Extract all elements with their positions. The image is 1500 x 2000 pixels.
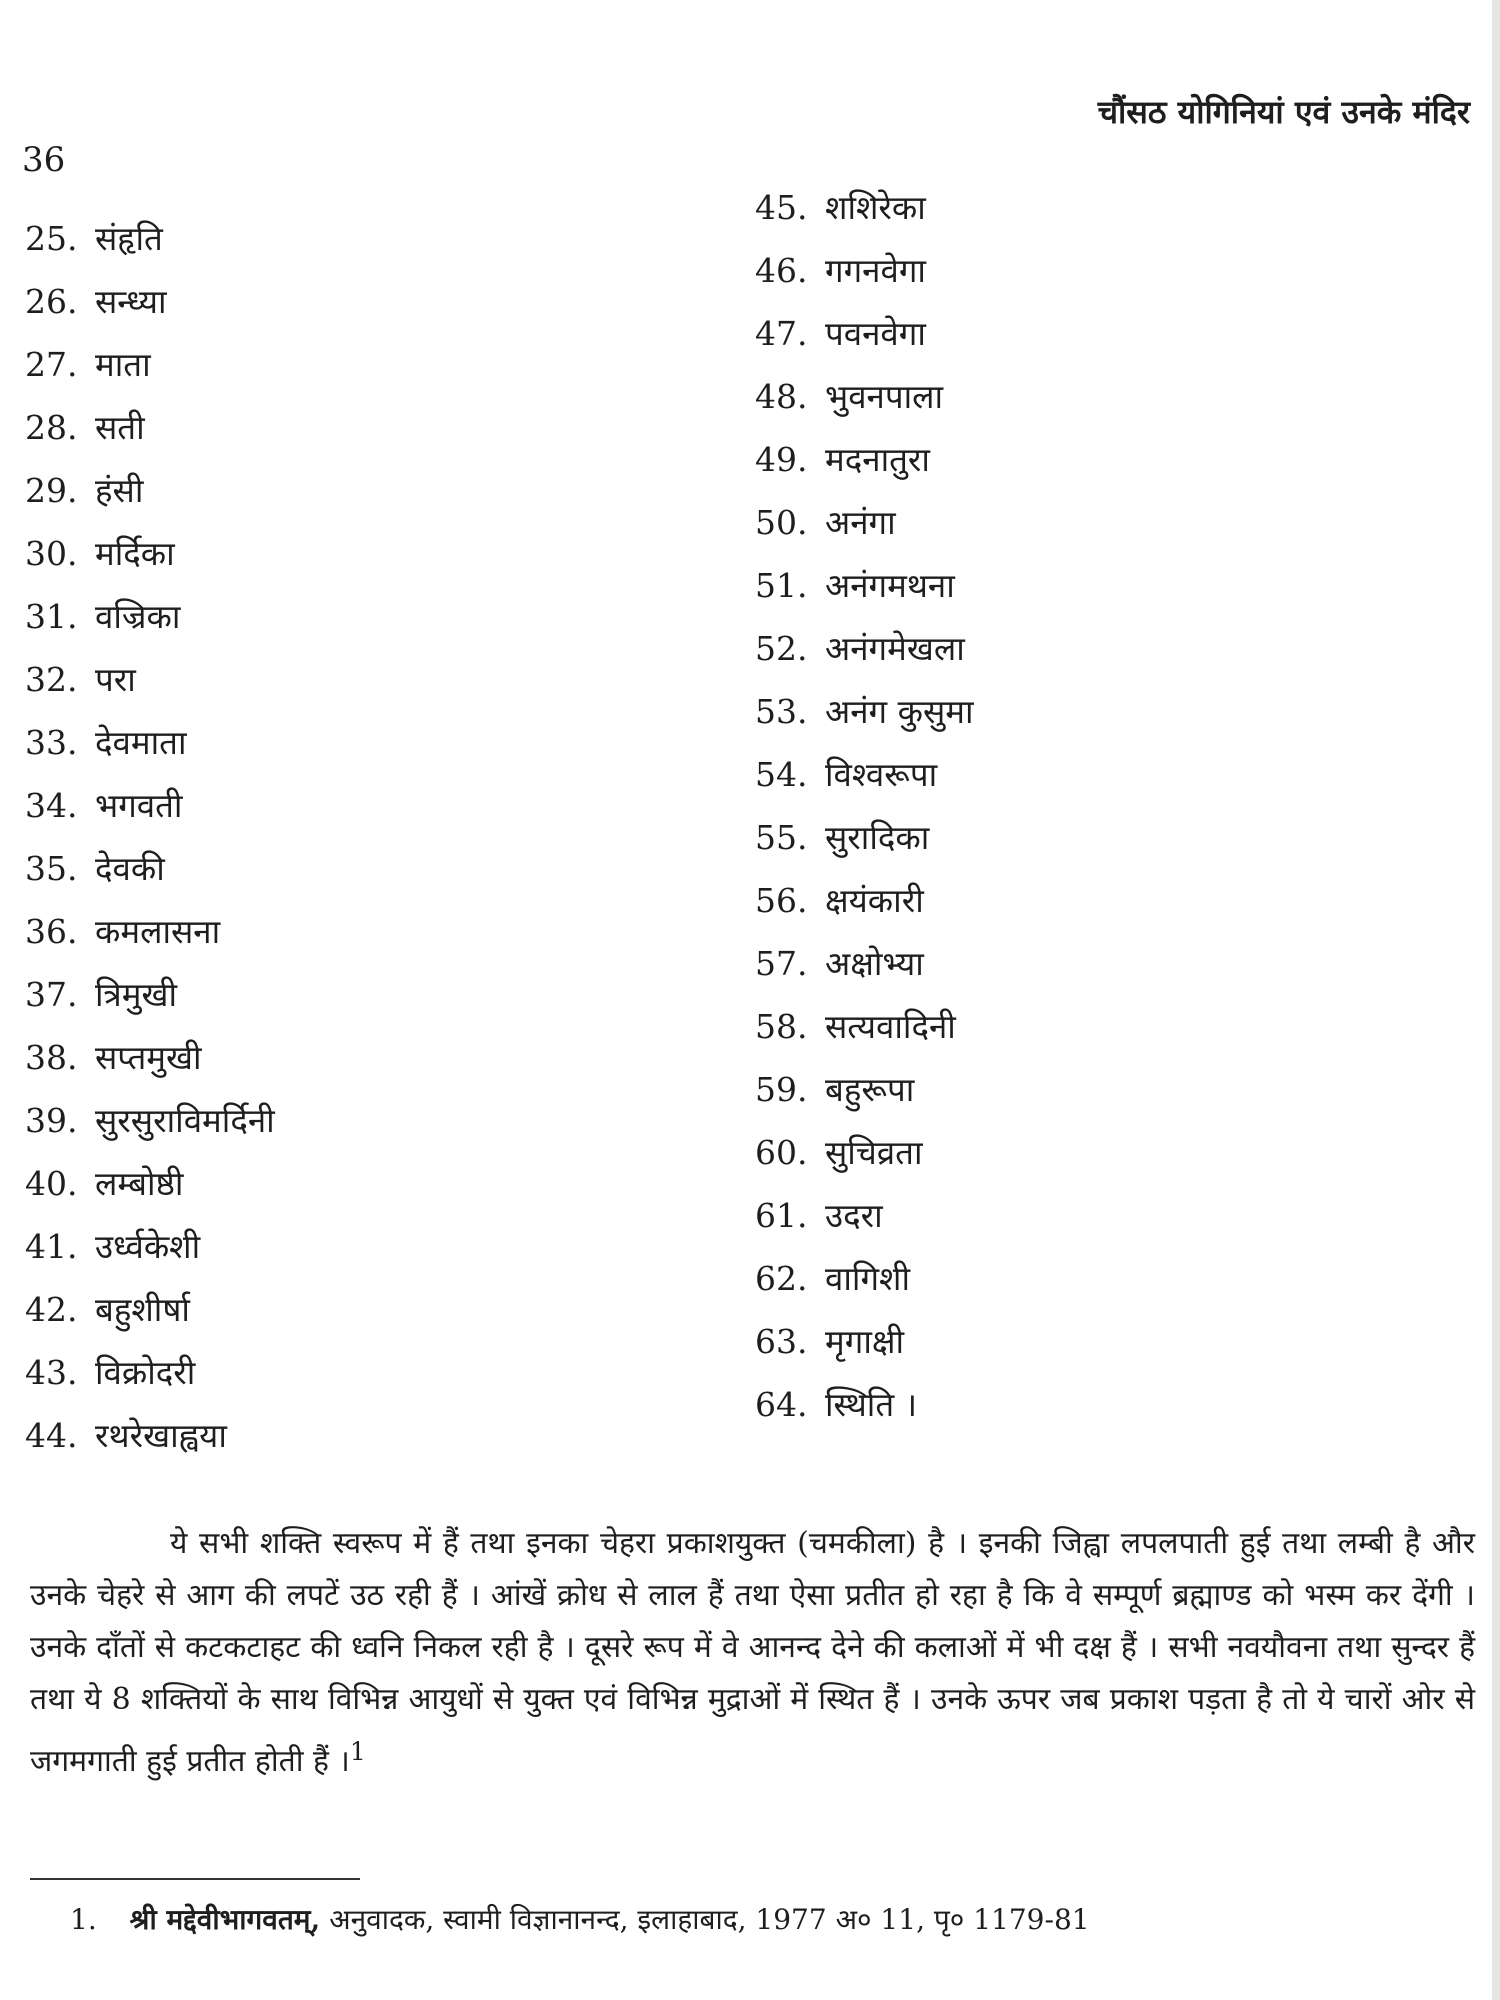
list-item-name: देवकी: [95, 849, 165, 888]
list-item-name: कमलासना: [95, 912, 221, 951]
list-item: [25, 1215, 275, 1278]
list-item-number: 29.: [25, 471, 78, 510]
list-item-number: 37.: [25, 975, 78, 1014]
list-item-name: परा: [95, 660, 136, 699]
list-item-number: 44.: [25, 1416, 78, 1455]
list-item-number: 41.: [25, 1227, 78, 1266]
list-item-number: 33.: [25, 723, 78, 762]
list-item-number: 27.: [25, 345, 78, 384]
list-item-name: भगवती: [95, 786, 183, 825]
list-item-number: 38.: [25, 1038, 78, 1077]
footnote-text: अनुवादक, स्वामी विज्ञानानन्द, इलाहाबाद, 1977 अ० 11, पृ० 1179-81: [329, 1903, 1090, 1936]
list-item-number: 59.: [755, 1070, 808, 1109]
list-item-number: 36.: [25, 912, 78, 951]
list-item-name: अक्षोभ्या: [825, 944, 924, 983]
list-item-number: 25.: [25, 219, 78, 258]
list-item: [755, 1058, 974, 1121]
list-item-number: 60.: [755, 1133, 808, 1172]
list-item: [755, 554, 974, 617]
list-item-name: उर्ध्वकेशी: [95, 1227, 201, 1266]
list-item-name: मदनातुरा: [825, 440, 930, 479]
list-item: [25, 900, 275, 963]
list-item-number: 54.: [755, 755, 808, 794]
list-item-name: भुवनपाला: [825, 377, 944, 416]
list-item-number: 31.: [25, 597, 78, 636]
list-item-number: 30.: [25, 534, 78, 573]
list-item-number: 64.: [755, 1385, 808, 1424]
list-item-name: अनंगमेखला: [825, 629, 965, 668]
footnote: [70, 1900, 1090, 1938]
list-item-number: 45.: [755, 188, 808, 227]
list-item-name: विक्रोदरी: [95, 1353, 196, 1392]
list-item-number: 43.: [25, 1353, 78, 1392]
list-item: [25, 963, 275, 1026]
list-item: [755, 302, 974, 365]
list-item-name: सती: [95, 408, 145, 447]
list-item: [25, 333, 275, 396]
footnote-title: श्री मद्देवीभागवतम्,: [129, 1903, 321, 1936]
list-item: [755, 806, 974, 869]
list-item-number: 62.: [755, 1259, 808, 1298]
list-item: [755, 743, 974, 806]
list-item: [755, 680, 974, 743]
list-item: [25, 1278, 275, 1341]
running-head: चौंसठ योगिनियां एवं उनके मंदिर: [1097, 93, 1470, 131]
list-item: [25, 1341, 275, 1404]
list-item-name: मर्दिका: [95, 534, 175, 573]
list-item-number: 40.: [25, 1164, 78, 1203]
list-item-number: 47.: [755, 314, 808, 353]
list-item-number: 53.: [755, 692, 808, 731]
list-item-name: देवमाता: [95, 723, 187, 762]
list-item-number: 49.: [755, 440, 808, 479]
list-item-number: 61.: [755, 1196, 808, 1235]
list-item-name: लम्बोष्ठी: [95, 1164, 184, 1203]
list-item-number: 57.: [755, 944, 808, 983]
yogini-list-right: [755, 176, 974, 1436]
list-item: [755, 1247, 974, 1310]
footnote-rule: [30, 1878, 360, 1880]
list-item-name: सुचिव्रता: [825, 1133, 923, 1172]
list-item-name: मृगाक्षी: [825, 1322, 905, 1361]
list-item: [755, 869, 974, 932]
list-item: [755, 995, 974, 1058]
list-item-number: 63.: [755, 1322, 808, 1361]
list-item: [755, 1184, 974, 1247]
list-item-name: वागिशी: [825, 1259, 911, 1298]
list-item-number: 34.: [25, 786, 78, 825]
list-item-number: 26.: [25, 282, 78, 321]
list-item-name: सुरसुराविमर्दिनी: [95, 1101, 275, 1140]
list-item-number: 32.: [25, 660, 78, 699]
list-item: [25, 1026, 275, 1089]
list-item-name: रथरेखाह्वया: [95, 1416, 227, 1455]
footnote-number: 1.: [70, 1903, 97, 1936]
paragraph-text: ये सभी शक्ति स्वरूप में हैं तथा इनका चेहरा प्रकाशयुक्त (चमकीला) है । इनकी जिह्वा लपलपाती हुई तथा लम्बी है और उनके चेहरे से आग की लपटें उठ रही हैं । आंखें क्रोध से लाल हैं तथा ऐसा प्रतीत हो रहा है कि वे सम्पूर्ण ब्रह्माण्ड को भस्म कर देंगी । उनके दाँतों से कटकटाहट की ध्वनि निकल रही है । दूसरे रूप में वे आनन्द देने की कलाओं में भी दक्ष हैं । सभी नवयौवना तथा सुन्दर हैं तथा ये 8 शक्तियों के साथ विभिन्न आयुधों से युक्त एवं विभिन्न मुद्राओं में स्थित हैं । उनके ऊपर जब प्रकाश पड़ता है तो ये चारों ओर से जगमगाती हुई प्रतीत होती हैं ।: [30, 1526, 1475, 1779]
list-item: [755, 1373, 974, 1436]
list-item-name: विश्वरूपा: [825, 755, 938, 794]
list-item: [755, 1121, 974, 1184]
list-item: [25, 648, 275, 711]
list-item-name: पवनवेगा: [825, 314, 926, 353]
list-item: [25, 1089, 275, 1152]
list-item-number: 51.: [755, 566, 808, 605]
list-item: [755, 365, 974, 428]
list-item-number: 55.: [755, 818, 808, 857]
list-item-name: अनंगमथना: [825, 566, 955, 605]
list-item: [25, 837, 275, 900]
list-item-name: अनंग कुसुमा: [825, 692, 974, 731]
list-item: [25, 270, 275, 333]
list-item: [25, 1404, 275, 1467]
list-item-number: 28.: [25, 408, 78, 447]
list-item: [755, 932, 974, 995]
body-paragraph: [30, 1518, 1475, 1788]
list-item-name: गगनवेगा: [825, 251, 926, 290]
page-number: 36: [22, 140, 66, 180]
page-edge-shadow: [1492, 0, 1500, 2000]
list-item-number: 42.: [25, 1290, 78, 1329]
list-item: [25, 459, 275, 522]
list-item-name: बहुरूपा: [825, 1070, 915, 1109]
list-item-number: 52.: [755, 629, 808, 668]
list-item-name: बहुशीर्षा: [95, 1290, 190, 1329]
list-item: [25, 1152, 275, 1215]
list-item-number: 58.: [755, 1007, 808, 1046]
list-item-name: सप्तमुखी: [95, 1038, 202, 1077]
list-item-name: त्रिमुखी: [95, 975, 178, 1014]
list-item: [755, 239, 974, 302]
list-item: [755, 1310, 974, 1373]
list-item-number: 56.: [755, 881, 808, 920]
list-item-name: वज्रिका: [95, 597, 181, 636]
list-item: [25, 396, 275, 459]
list-item: [755, 491, 974, 554]
list-item: [25, 522, 275, 585]
list-item-number: 46.: [755, 251, 808, 290]
list-item-name: माता: [95, 345, 151, 384]
list-item-number: 35.: [25, 849, 78, 888]
list-item-number: 48.: [755, 377, 808, 416]
list-item-number: 39.: [25, 1101, 78, 1140]
yogini-list-left: [25, 207, 275, 1467]
list-item-number: 50.: [755, 503, 808, 542]
list-item: [25, 774, 275, 837]
list-item-name: शशिरेका: [825, 188, 926, 227]
list-item-name: संहृति: [95, 219, 163, 258]
list-item: [25, 207, 275, 270]
list-item-name: सन्ध्या: [95, 282, 167, 321]
footnote-reference: 1: [349, 1737, 366, 1766]
list-item: [755, 617, 974, 680]
list-item-name: स्थिति ।: [825, 1385, 918, 1424]
list-item-name: क्षयंकारी: [825, 881, 924, 920]
list-item: [25, 585, 275, 648]
list-item-name: हंसी: [95, 471, 144, 510]
list-item: [755, 428, 974, 491]
list-item: [755, 176, 974, 239]
list-item-name: अनंगा: [825, 503, 896, 542]
list-item: [25, 711, 275, 774]
list-item-name: सुरादिका: [825, 818, 930, 857]
list-item-name: उदरा: [825, 1196, 883, 1235]
list-item-name: सत्यवादिनी: [825, 1007, 956, 1046]
